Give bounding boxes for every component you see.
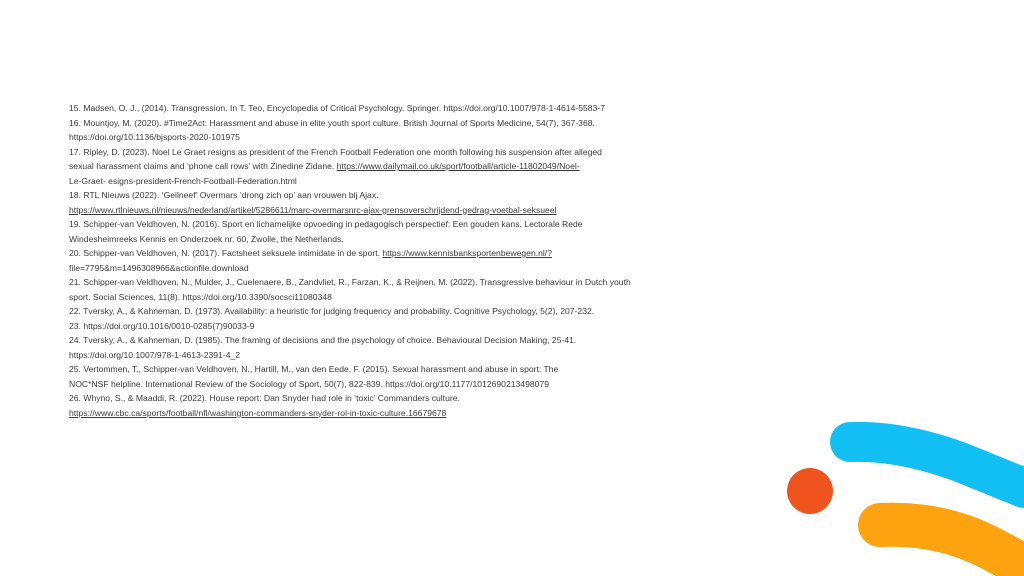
reference-text: sexual harassment claims and ‘phone call rows’ with Zinedine Zidane. <box>69 161 337 171</box>
reference-text: 23. https://doi.org/10.1016/0010-0285(7)90033-9 <box>69 320 255 331</box>
red-dot-decoration <box>787 468 833 514</box>
reference-text: https://doi.org/10.1007/978-1-4613-2391-4_2 <box>69 349 241 360</box>
reference-text: file=7795&m=1496308966&actionfile.download <box>69 262 249 273</box>
orange-stripe-decoration <box>880 525 1024 566</box>
reference-text: Windesheimreeks Kennis en Onderzoek nr. 60, Zwolle, the Netherlands. <box>69 233 344 244</box>
reference-text: 22. Tversky, A., & Kahneman, D. (1973). Availability: a heuristic for judging frequency and probability. Cognitive Psychology, 5(2), 207-232. <box>69 306 595 316</box>
reference-link[interactable]: https://www.rtlnieuws.nl/nieuws/nederland/artikel/5286611/marc-overmarsnrc-ajax-grensoverschrijdend-gedrag-voetbal-seksueel <box>69 204 557 215</box>
reference-text: 20. Schipper-van Veldhoven, N. (2017). Factsheet seksuele intimidate in de sport. <box>69 248 383 258</box>
reference-link[interactable]: https://www.dailymail.co.uk/sport/football/article-11802049/Noel- <box>336 161 580 171</box>
cyan-stripe-decoration <box>850 442 1024 488</box>
reference-text: 18. RTL Nieuws (2022). ‘Geilneef’ Overmars ‘drong zich op’ aan vrouwen bij Ajax. <box>69 190 379 200</box>
reference-text: 25. Vertommen, T., Schipper-van Veldhoven, N., Hartill, M., van den Eede, F. (2015). Sexual harassment and abuse in sport: The <box>69 364 559 374</box>
reference-text: NOC*NSF helpline. International Review of the Sociology of Sport, 50(7), 822-839. https://doi.org/10.1177/1012690213498079 <box>69 378 549 389</box>
reference-text: 16. Mountjoy, M. (2020). #Time2Act: Harassment and abuse in elite youth sport culture. British Journal of Sports Medicine, 54(7), 367-368. <box>69 117 595 128</box>
reference-text: sport. Social Sciences, 11(8). https://doi.org/10.3390/socsci11080348 <box>69 291 332 302</box>
reference-text: 17. Ripley, D. (2023). Noel Le Graet resigns as president of the French Football Federation one month following his suspension after alleged <box>69 146 602 157</box>
reference-text: 19. Schipper-van Veldhoven, N. (2016). Sport en lichamelijke opvoeding in pedagogisch perspectief: Een gouden kans. Lectorale Rede <box>69 219 583 229</box>
reference-text: 15. Madsen, O. J., (2014). Transgression. In T. Teo, Encyclopedia of Critical Psychology. Springer. https://doi.org/10.1007/978-1-4614-5583-7 <box>69 103 605 113</box>
reference-text: 24. Tversky, A., & Kahneman, D. (1985). The framing of decisions and the psychology of choice. Behavioural Decision Making, 25-41. <box>69 335 577 345</box>
reference-text: 26. Whyno, S., & Maaddi, R. (2022). House report: Dan Snyder had role in ‘toxic’ Commanders culture. <box>69 393 460 403</box>
reference-link[interactable]: https://www.kennisbanksportenbewegen.nl/? <box>382 248 552 258</box>
reference-text: Le-Graet- esigns-president-French-Football-Federation.html <box>69 175 297 186</box>
reference-link[interactable]: https://www.cbc.ca/sports/football/nfl/washington-commanders-snyder-rol-in-toxic-culture.16679678 <box>69 407 447 418</box>
reference-text: 21. Schipper-van Veldhoven, N., Mulder, J., Cuelenaere, B., Zandvliet, R., Farzan, K., & Reijnen, M. (2022). Transgressive behaviour in Dutch youth <box>69 277 631 287</box>
reference-text: https://doi.org/10.1136/bjsports-2020-101975 <box>69 132 240 142</box>
